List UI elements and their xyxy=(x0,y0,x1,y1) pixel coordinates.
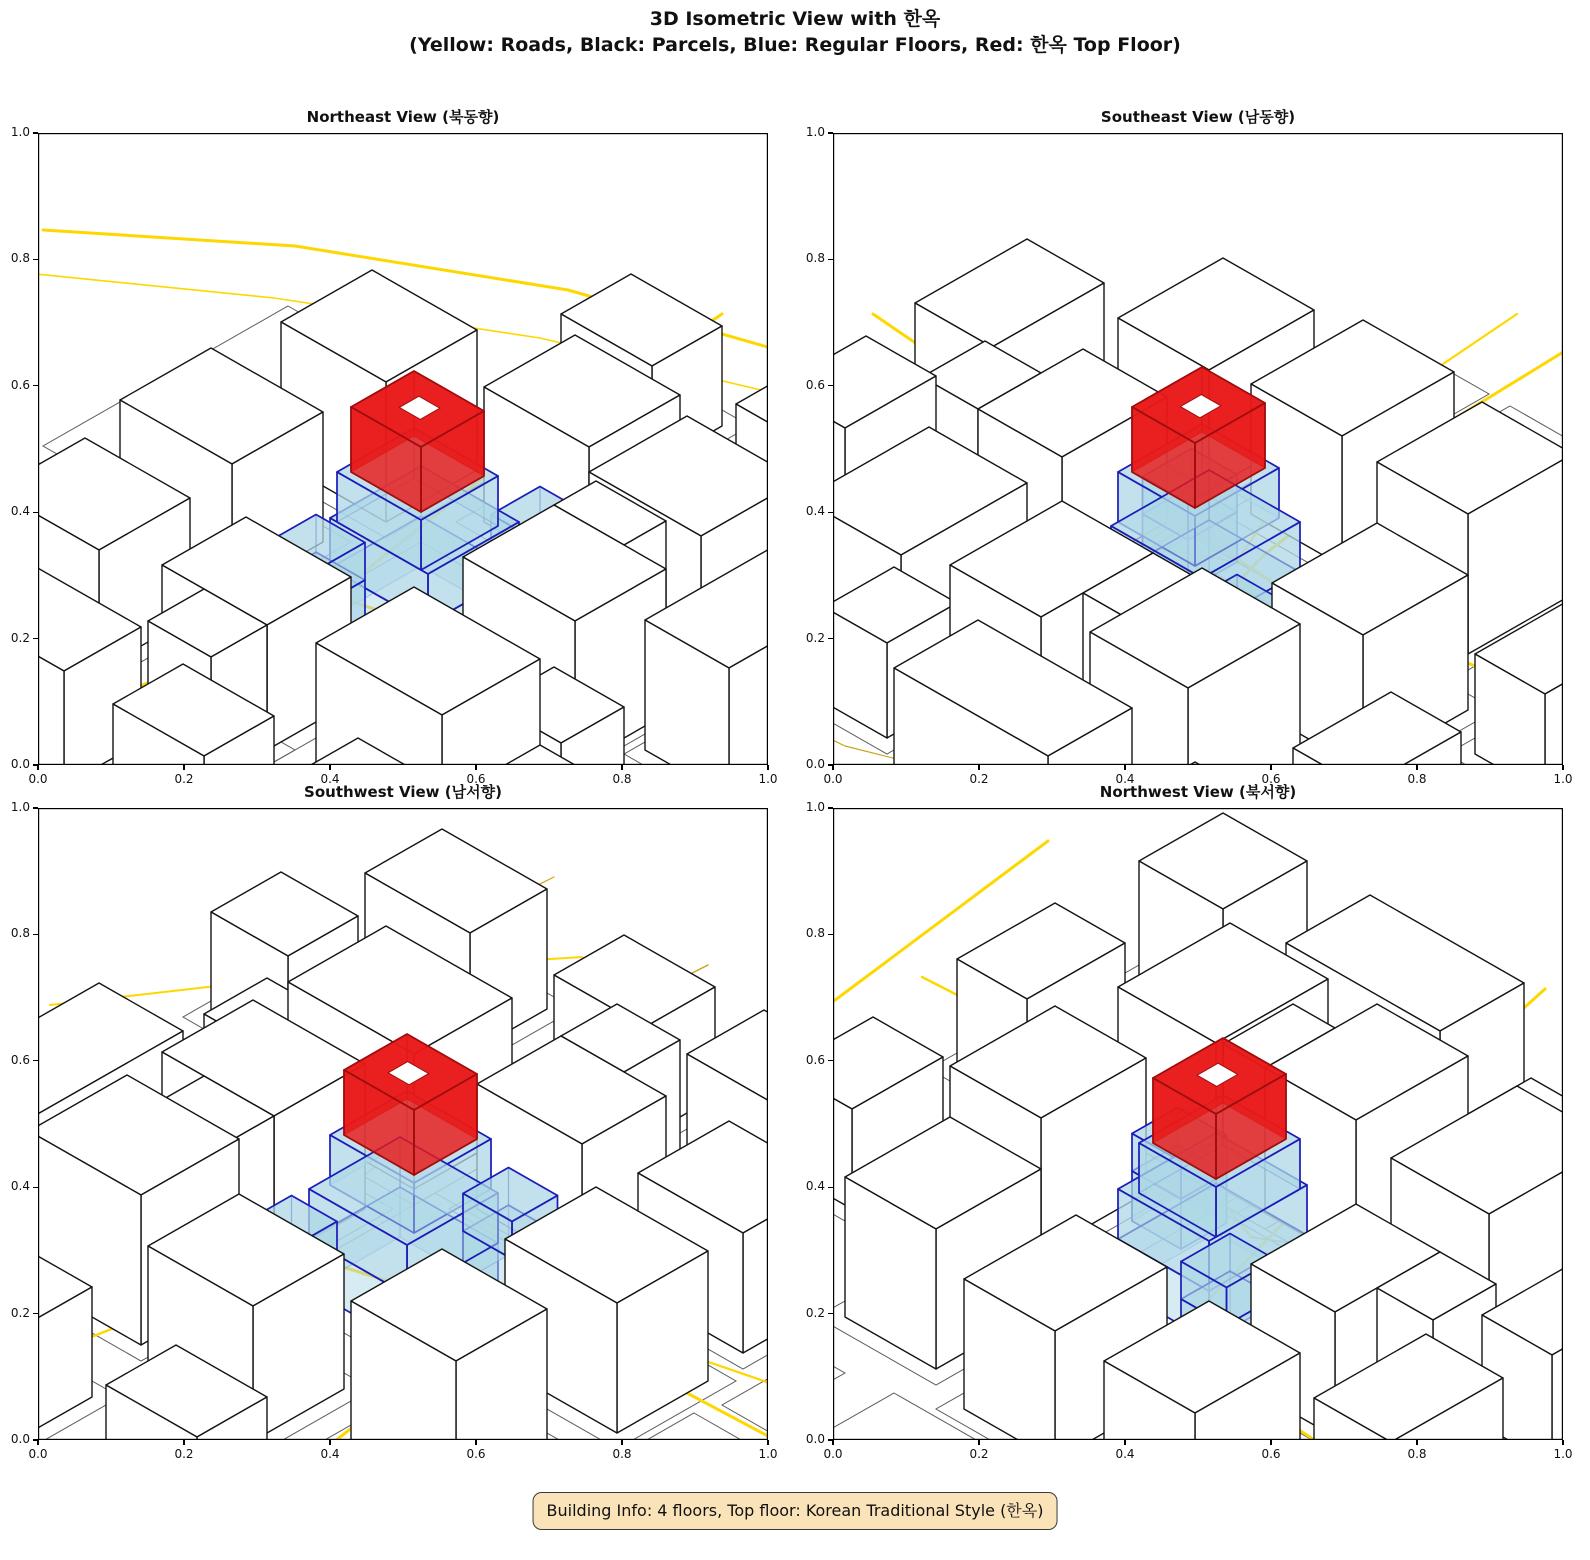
y-tick-label: 0.6 xyxy=(805,377,825,392)
y-tick-label: 0.2 xyxy=(805,630,825,645)
x-tick-mark xyxy=(37,1440,38,1445)
x-tick-label: 0.0 xyxy=(823,772,843,786)
y-tick-label: 0.0 xyxy=(10,757,30,771)
buildings-layer xyxy=(38,829,768,1440)
y-tick-mark xyxy=(828,1439,833,1440)
x-tick-mark xyxy=(329,765,330,770)
y-tick-label: 0.8 xyxy=(805,926,825,941)
y-tick-mark xyxy=(33,807,38,808)
y-tick-label: 0.0 xyxy=(10,1432,30,1446)
x-tick-label: 0.0 xyxy=(28,772,48,786)
x-tick-label: 1.0 xyxy=(1553,772,1573,786)
x-tick-mark xyxy=(1124,1440,1125,1445)
y-tick-mark xyxy=(828,1187,833,1188)
view-canvas-northeast xyxy=(38,133,768,765)
x-tick-mark xyxy=(832,1440,833,1445)
x-tick-label: 0.8 xyxy=(612,1447,632,1461)
x-tick-label: 0.4 xyxy=(320,772,340,786)
y-tick-mark xyxy=(828,259,833,260)
y-tick-label: 0.4 xyxy=(805,504,825,519)
y-tick-mark xyxy=(828,934,833,935)
buildings-layer xyxy=(833,813,1563,1440)
y-tick-label: 0.8 xyxy=(10,926,30,941)
subplot-title-northwest: Northwest View (북서향) xyxy=(1099,783,1297,801)
y-tick-label: 1.0 xyxy=(805,125,825,139)
y-tick-mark xyxy=(33,1439,38,1440)
x-tick-mark xyxy=(978,1440,979,1445)
y-tick-label: 0.2 xyxy=(805,1305,825,1320)
y-tick-mark xyxy=(33,1313,38,1314)
subplot-northwest xyxy=(805,783,1573,1461)
x-tick-label: 0.6 xyxy=(1261,772,1281,786)
buildings-layer xyxy=(38,270,768,765)
x-tick-mark xyxy=(475,765,476,770)
y-tick-mark xyxy=(828,807,833,808)
y-tick-label: 1.0 xyxy=(10,125,30,139)
y-tick-mark xyxy=(33,512,38,513)
x-tick-label: 0.6 xyxy=(466,1447,486,1461)
y-tick-label: 0.6 xyxy=(10,1052,30,1067)
x-tick-label: 0.4 xyxy=(1115,772,1135,786)
y-tick-mark xyxy=(828,132,833,133)
y-tick-label: 0.6 xyxy=(805,1052,825,1067)
y-tick-label: 0.4 xyxy=(10,1179,30,1194)
x-tick-label: 0.8 xyxy=(1407,772,1427,786)
y-tick-label: 0.4 xyxy=(10,504,30,519)
y-tick-mark xyxy=(33,764,38,765)
x-tick-label: 0.2 xyxy=(174,1447,194,1461)
y-tick-mark xyxy=(33,385,38,386)
building-info-box xyxy=(533,1492,1058,1530)
x-tick-mark xyxy=(767,1440,768,1445)
x-tick-mark xyxy=(1270,1440,1271,1445)
x-tick-label: 1.0 xyxy=(758,772,778,786)
y-tick-label: 0.2 xyxy=(10,630,30,645)
y-tick-mark xyxy=(828,638,833,639)
subplot-title-southwest: Southwest View (남서향) xyxy=(304,783,502,801)
x-tick-label: 0.0 xyxy=(823,1447,843,1461)
x-tick-mark xyxy=(621,1440,622,1445)
x-tick-mark xyxy=(1562,765,1563,770)
x-tick-mark xyxy=(329,1440,330,1445)
x-tick-mark xyxy=(475,1440,476,1445)
x-tick-label: 0.2 xyxy=(174,772,194,786)
y-tick-mark xyxy=(828,764,833,765)
x-tick-label: 0.2 xyxy=(969,1447,989,1461)
x-tick-mark xyxy=(1416,1440,1417,1445)
x-tick-label: 0.2 xyxy=(969,772,989,786)
y-tick-mark xyxy=(828,512,833,513)
subplot-title-southeast: Southeast View (남동향) xyxy=(1100,108,1296,126)
x-tick-label: 0.0 xyxy=(28,1447,48,1461)
subplot-northeast xyxy=(10,108,778,786)
y-tick-mark xyxy=(33,1187,38,1188)
buildings-layer xyxy=(833,239,1563,765)
y-tick-mark xyxy=(828,1060,833,1061)
y-tick-mark xyxy=(33,934,38,935)
x-tick-mark xyxy=(1270,765,1271,770)
x-tick-label: 0.8 xyxy=(612,772,632,786)
x-tick-mark xyxy=(767,765,768,770)
figure-subtitle: (Yellow: Roads, Black: Parcels, Blue: Regular Floors, Red: 한옥 Top Floor) xyxy=(409,34,1181,56)
x-tick-mark xyxy=(978,765,979,770)
x-tick-mark xyxy=(37,765,38,770)
y-tick-mark xyxy=(33,1060,38,1061)
x-tick-label: 1.0 xyxy=(1553,1447,1573,1461)
x-tick-mark xyxy=(621,765,622,770)
y-tick-label: 0.2 xyxy=(10,1305,30,1320)
building-info-text: Building Info: 4 floors, Top floor: Korean Traditional Style (한옥) xyxy=(546,1501,1044,1520)
x-tick-label: 0.4 xyxy=(320,1447,340,1461)
y-tick-mark xyxy=(828,1313,833,1314)
x-tick-mark xyxy=(1416,765,1417,770)
x-tick-mark xyxy=(832,765,833,770)
x-tick-mark xyxy=(183,765,184,770)
y-tick-label: 0.0 xyxy=(805,757,825,771)
y-tick-label: 0.8 xyxy=(805,251,825,266)
view-canvas-southeast xyxy=(833,133,1563,765)
x-tick-mark xyxy=(1562,1440,1563,1445)
x-tick-label: 0.6 xyxy=(1261,1447,1281,1461)
subplot-southeast xyxy=(805,108,1573,786)
x-tick-mark xyxy=(1124,765,1125,770)
y-tick-mark xyxy=(33,259,38,260)
x-tick-mark xyxy=(183,1440,184,1445)
parcel-outline xyxy=(833,1317,845,1421)
x-tick-label: 0.4 xyxy=(1115,1447,1135,1461)
y-tick-label: 0.8 xyxy=(10,251,30,266)
view-canvas-southwest xyxy=(38,808,768,1440)
y-tick-label: 0.4 xyxy=(805,1179,825,1194)
x-tick-label: 0.8 xyxy=(1407,1447,1427,1461)
y-tick-mark xyxy=(33,638,38,639)
x-tick-label: 1.0 xyxy=(758,1447,778,1461)
y-tick-label: 0.6 xyxy=(10,377,30,392)
x-tick-label: 0.6 xyxy=(466,772,486,786)
subplot-southwest xyxy=(10,783,778,1461)
subplot-title-northeast: Northeast View (북동향) xyxy=(306,108,500,126)
y-tick-label: 1.0 xyxy=(805,800,825,814)
view-canvas-northwest xyxy=(833,808,1563,1440)
y-tick-mark xyxy=(828,385,833,386)
y-tick-label: 0.0 xyxy=(805,1432,825,1446)
y-tick-label: 1.0 xyxy=(10,800,30,814)
parcel-outline xyxy=(722,1353,768,1440)
figure-title: 3D Isometric View with 한옥 xyxy=(649,8,941,30)
y-tick-mark xyxy=(33,132,38,133)
